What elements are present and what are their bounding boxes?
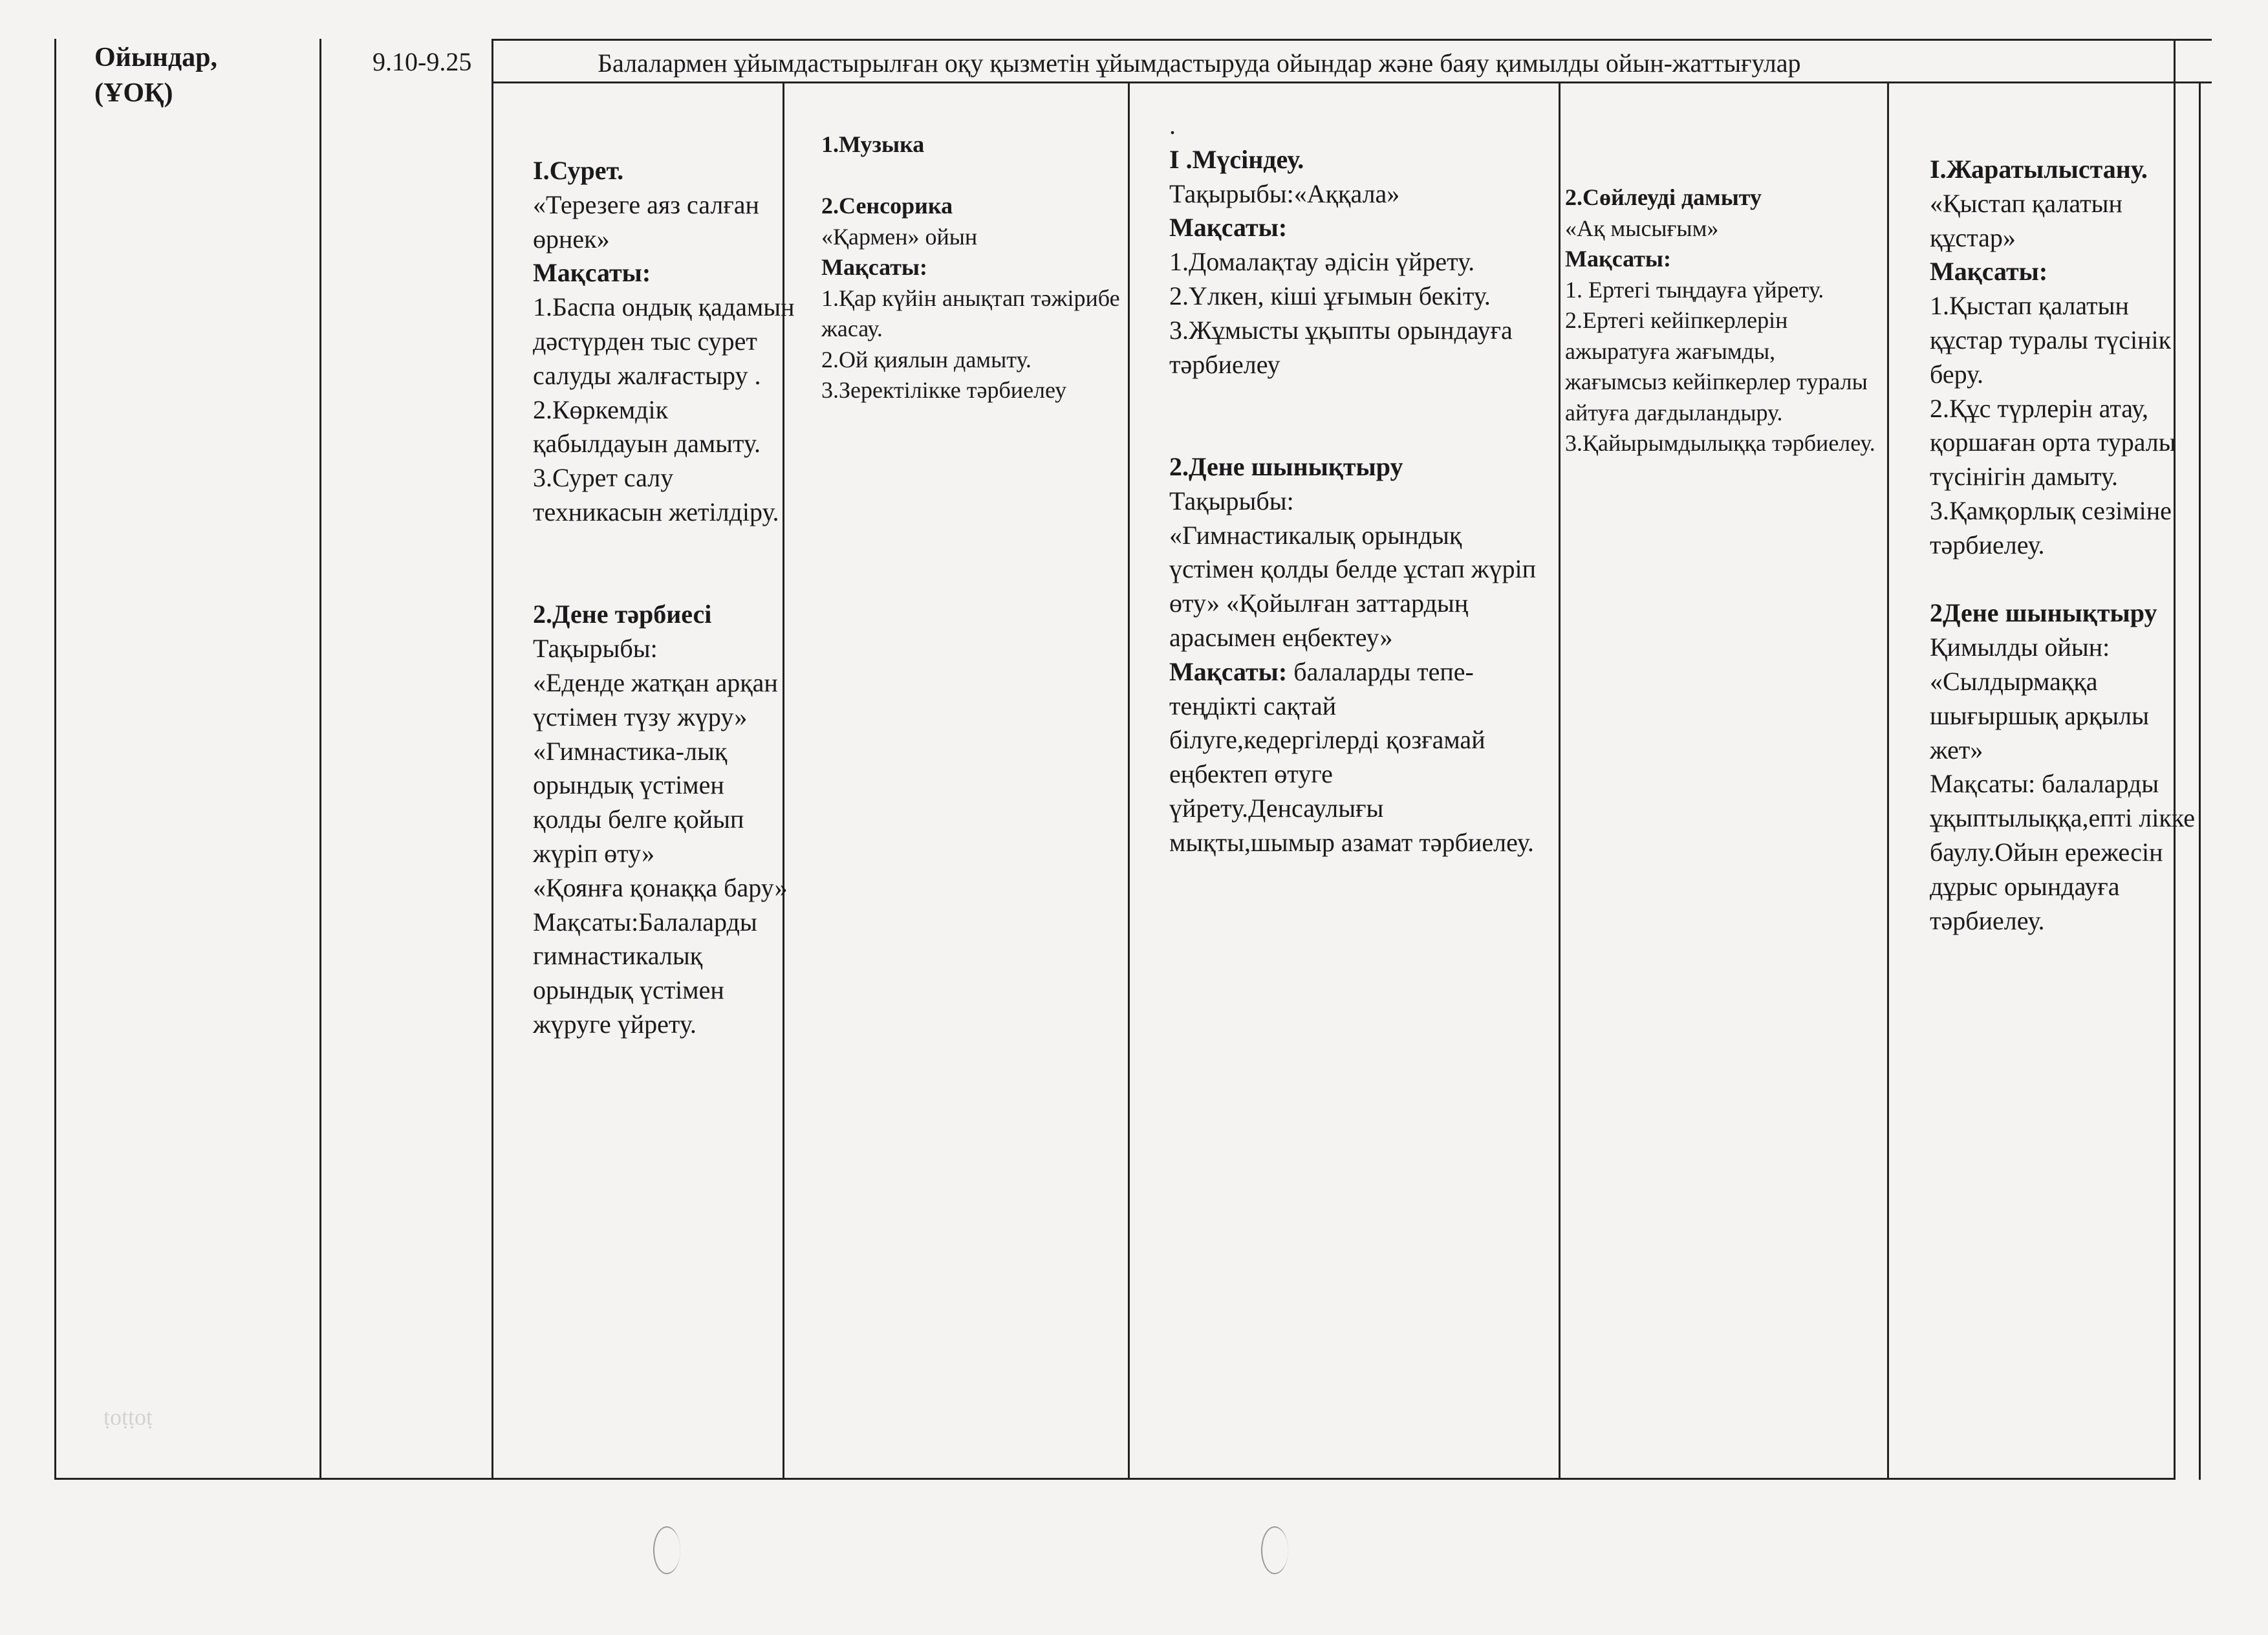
activity-line: Тақырыбы: bbox=[1169, 486, 1294, 515]
activity-line bbox=[533, 564, 798, 598]
activity-line: «Гимнастика-лық орындық үстімен қолды белге қойып жүріп өту» bbox=[533, 736, 744, 868]
activity-line: «Қыстап қалатын құстар» bbox=[1930, 188, 2122, 252]
activity-line: Мақсаты: bbox=[533, 258, 651, 288]
hole-punch-mark bbox=[1261, 1526, 1288, 1574]
activity-line: «Еденде жатқан арқан үстімен түзу жүру» bbox=[533, 667, 778, 731]
day-column-2 bbox=[821, 129, 1125, 406]
time-range: 9.10-9.25 bbox=[373, 47, 472, 76]
activity-line: 2.Көркемдік қабылдауын дамыту. bbox=[533, 395, 761, 459]
activity-line: І .Мүсіндеу. bbox=[1169, 144, 1304, 174]
activity-line: Мақсаты: балаларды тепе-теңдікті сақтай білуге,кедергілерді қозғамай еңбектеп өтуге үйрету.Денсаулығы мықты,шымыр азамат тәрбиелеу. bbox=[1169, 656, 1534, 857]
day-column-4 bbox=[1565, 182, 1875, 459]
activity-line: Тақырыбы:«Аққала» bbox=[1169, 179, 1400, 208]
activity-line: 3.Зеректілікке тәрбиелеу bbox=[821, 377, 1067, 404]
activity-line: Мақсаты: bbox=[821, 254, 927, 281]
activity-line: 2.Дене шынықтыру bbox=[1169, 451, 1403, 481]
activity-line bbox=[533, 530, 798, 564]
bleed-through-text: ṭoṭṭoṭ bbox=[103, 1404, 153, 1430]
activity-line: Қимылды ойын: bbox=[1930, 633, 2110, 662]
activity-line: 2Дене шынықтыру bbox=[1930, 598, 2157, 628]
day-column-3 bbox=[1169, 109, 1544, 860]
activity-line: . bbox=[1169, 111, 1176, 140]
activity-line: 2.Сөйлеуді дамыту bbox=[1565, 184, 1762, 210]
activity-line: 3.Қайырымдылыққа тәрбиелеу. bbox=[1565, 430, 1875, 457]
activity-line: 1.Қыстап қалатын құстар туралы түсінік беру. bbox=[1930, 291, 2172, 389]
activity-line bbox=[1169, 382, 1544, 416]
activity-line: Мақсаты: bbox=[1169, 213, 1288, 243]
activity-line bbox=[1169, 416, 1544, 450]
table-column-divider bbox=[1559, 81, 1561, 1480]
hole-punch-mark bbox=[653, 1526, 680, 1574]
activity-line: Тақырыбы: bbox=[533, 634, 658, 664]
activity-line: Мақсаты: bbox=[1930, 257, 2048, 287]
table-row-divider bbox=[491, 39, 2212, 41]
activity-line: Мақсаты:Балаларды гимнастикалық орындық үстімен жүруге үйрету. bbox=[533, 907, 757, 1039]
activity-line: 2.Дене тәрбиесі bbox=[533, 600, 712, 629]
activity-line: «Қоянға қонаққа бару» bbox=[533, 872, 788, 902]
table-column-divider bbox=[1128, 81, 1130, 1480]
row-label: Ойындар, (ҰОҚ) bbox=[94, 43, 217, 109]
activity-line: 2.Үлкен, кіші ұғымын бекіту. bbox=[1169, 281, 1491, 310]
activity-line: 2.Ертегі кейіпкерлерін ажыратуға жағымды, жағымсыз кейіпкерлер туралы айтуға дағдыландыру. bbox=[1565, 307, 1868, 426]
day-column-5 bbox=[1930, 153, 2195, 938]
activity-line: 3.Қамқорлық сезіміне тәрбиелеу. bbox=[1930, 495, 2172, 559]
activity-line bbox=[1930, 563, 2195, 597]
table-column-divider bbox=[1887, 81, 1889, 1480]
activity-line: 2.Ой қиялын дамыту. bbox=[821, 346, 1031, 373]
activity-line: І.Сурет. bbox=[533, 156, 624, 185]
activity-line: «Сылдырмаққа шығыршық арқылы жет» bbox=[1930, 666, 2149, 764]
activity-line bbox=[821, 160, 1125, 191]
activity-line: 2.Құс түрлерін атау, қоршаған орта туралы түсінігін дамыту. bbox=[1930, 393, 2176, 492]
activity-line: 1.Музыка bbox=[821, 131, 925, 157]
activity-line: 1.Қар күйін анықтап тәжірибе жасау. bbox=[821, 285, 1120, 342]
activity-line: 3.Сурет салу техникасын жетілдіру. bbox=[533, 463, 779, 526]
table-column-divider bbox=[319, 39, 321, 1480]
activity-line: 3.Жұмысты ұқыпты орындауға тәрбиелеу bbox=[1169, 315, 1513, 379]
table-column-divider bbox=[2199, 81, 2201, 1480]
activities-header: Балалармен ұйымдастырылған оқу қызметін ұйымдастыруда ойындар және баяу қимылды ойын-жаттығулар bbox=[598, 49, 1801, 78]
table-row-divider bbox=[491, 81, 2212, 83]
activity-line: 2.Сенсорика bbox=[821, 193, 953, 219]
activity-line: «Гимнастикалық орындық үстімен қолды белде ұстап жүріп өту» «Қойылған заттардың арасымен еңбектеу» bbox=[1169, 520, 1537, 652]
activity-line: 1. Ертегі тыңдауға үйрету. bbox=[1565, 276, 1824, 303]
day-column-1 bbox=[533, 154, 798, 1042]
activity-line: І.Жаратылыстану. bbox=[1930, 155, 2148, 184]
activity-line: «Қармен» ойын bbox=[821, 223, 978, 250]
activity-line: «Терезеге аяз салған өрнек» bbox=[533, 189, 759, 254]
activity-line: 1.Домалақтау әдісін үйрету. bbox=[1169, 247, 1475, 277]
activity-line: Мақсаты: балаларды ұқыптылыққа,епті лікке баулу.Ойын ережесін дұрыс орындауға тәрбиелеу. bbox=[1930, 769, 2195, 935]
table-column-divider bbox=[491, 39, 493, 1480]
goal-label: Мақсаты: bbox=[1169, 656, 1288, 686]
activity-line: 1.Баспа ондық қадамын дәстүрден тыс сурет салуды жалғастыру . bbox=[533, 292, 795, 390]
activity-line: Мақсаты: bbox=[1565, 246, 1671, 272]
activity-line: «Ақ мысығым» bbox=[1565, 215, 1719, 241]
